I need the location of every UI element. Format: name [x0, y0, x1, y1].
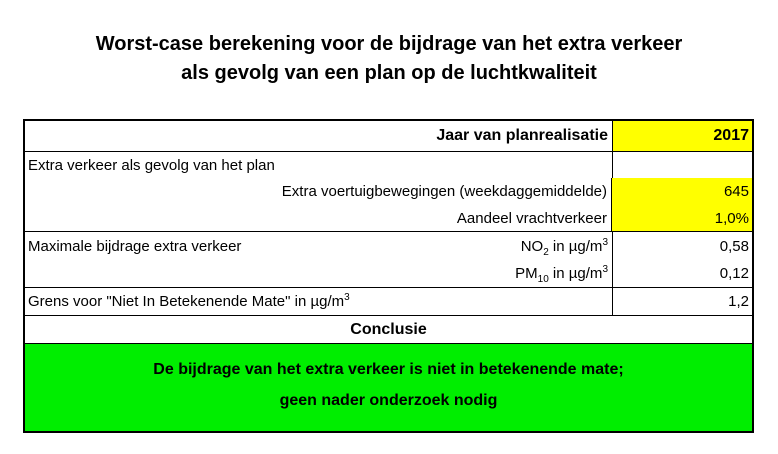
- freight-label: Aandeel vrachtverkeer: [25, 205, 612, 231]
- extra-traffic-empty-cell: [612, 152, 752, 178]
- freight-value-cell[interactable]: [612, 205, 752, 231]
- freight-value: 1,0%: [714, 209, 749, 227]
- movements-value: 645: [723, 183, 749, 200]
- nibm-value-cell: [612, 288, 752, 315]
- title-line-2: als gevolg van een plan op de luchtkwaliteit: [181, 62, 597, 84]
- no2-value-cell: [612, 232, 752, 260]
- no2-label: $NO_2$ in $\mu g/m^3$: [520, 236, 608, 258]
- freight-row: [25, 205, 752, 232]
- extra-traffic-header: Extra verkeer als gevolg van het plan: [28, 156, 275, 174]
- pm10-row: [25, 260, 752, 288]
- calculation-table: [23, 119, 754, 433]
- movements-value-cell[interactable]: [612, 178, 752, 205]
- pm10-label: $PM_{10}$ in $\mu g/m^3$: [515, 264, 608, 285]
- conclusion-header: Conclusie: [350, 321, 427, 338]
- max-contribution-label: Maximale bijdrage extra verkeer: [28, 237, 242, 255]
- no2-row: [25, 232, 752, 260]
- year-label: Jaar van planrealisatie: [436, 127, 608, 144]
- sheet-title: [0, 30, 778, 88]
- nibm-row: [25, 288, 752, 316]
- nibm-value: 1,2: [728, 293, 749, 310]
- no2-value: 0,58: [719, 237, 749, 255]
- pm10-value-cell: [612, 260, 752, 287]
- conclusion-line-1: De bijdrage van het extra verkeer is niet in betekenende mate;: [153, 361, 624, 378]
- conclusion-line-2: geen nader onderzoek nodig: [279, 392, 498, 409]
- nibm-label: Grens voor "Niet In Betekenende Mate" in $\mu g/m^3$: [28, 292, 350, 310]
- year-row: [25, 121, 752, 152]
- title-line-1: Worst-case berekening voor de bijdrage van het extra verkeer: [95, 33, 683, 55]
- movements-label: Extra voertuigbewegingen (weekdaggemiddelde): [25, 178, 612, 205]
- year-value-cell[interactable]: [612, 121, 752, 151]
- movements-row: [25, 178, 752, 205]
- year-value: 2017: [713, 127, 749, 144]
- extra-traffic-header-row: [25, 152, 752, 178]
- conclusion-header-row: [25, 316, 752, 344]
- pm10-value: 0,12: [719, 265, 749, 282]
- conclusion-box: [25, 344, 752, 431]
